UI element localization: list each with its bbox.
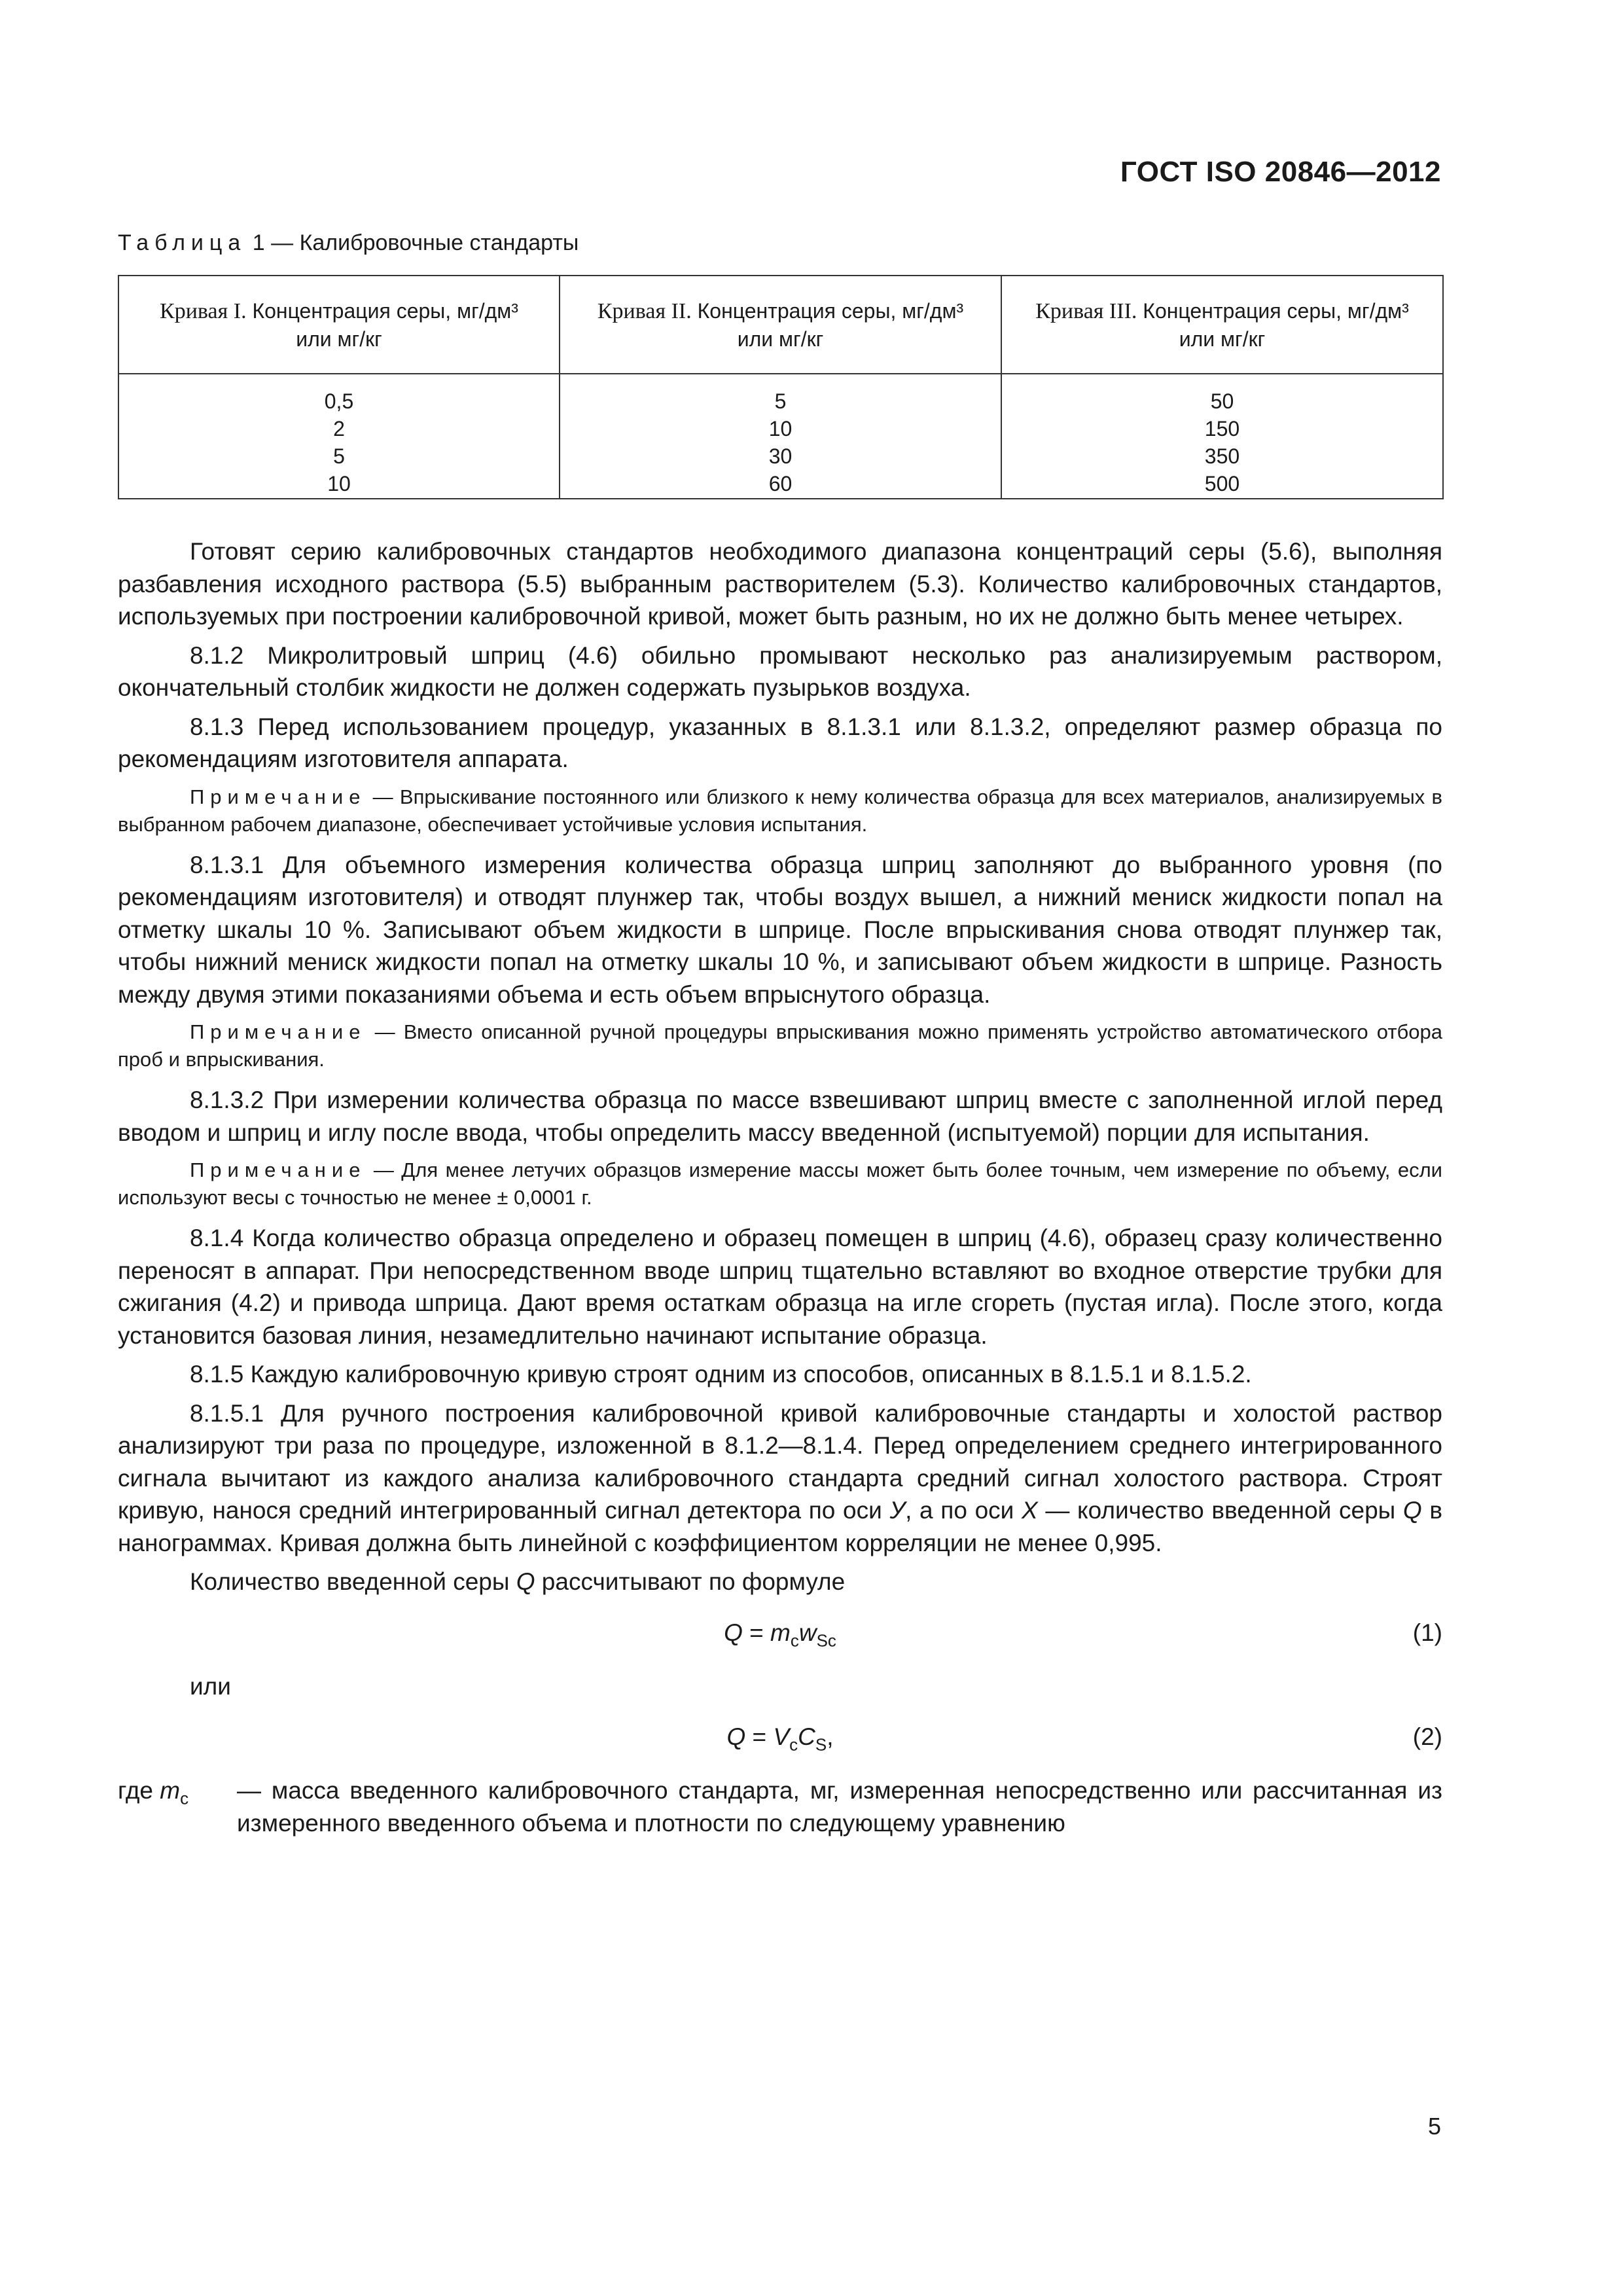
formula-1	[118, 1617, 1442, 1657]
formula-2-number: (2)	[1412, 1723, 1442, 1750]
table-header-row	[118, 276, 1443, 374]
paragraph-8-1-2: 8.1.2 Микролитровый шприц (4.6) обильно промывают несколько раз анализируемым раствором, окончательный столбик жидкости не должен содержать пузырьков воздуха.	[118, 641, 1442, 701]
table-cell-curve-3	[1001, 374, 1443, 499]
text-run: Количество введенной серы	[190, 1568, 516, 1595]
cell-value: 10	[768, 417, 793, 440]
paragraph-8-1-3-2: 8.1.3.2 При измерении количества образца по массе взвешивают шприц вместе с заполненной иглой перед вводом и шприц и иглу после ввода, чтобы определить массу введенной (испытуемой) порции для испытания.	[118, 1086, 1442, 1146]
curve-label: Кривая II.	[597, 298, 692, 323]
column-unit: или мг/кг	[737, 327, 824, 351]
page-number: 5	[1427, 2113, 1441, 2140]
column-title: Концентрация серы, мг/дм³	[1143, 298, 1409, 323]
note-3	[118, 1157, 1442, 1211]
table-cell-curve-2	[560, 374, 1001, 499]
text-run: в нанограммах. Кривая должна быть линейной с коэффициентом корреляции не менее 0,995.	[118, 1497, 1443, 1556]
table-caption-word: Таблица	[118, 230, 247, 255]
formula-subscript: Sc	[816, 1630, 836, 1650]
paragraph-standards-series: Готовят серию калибровочных стандартов необходимого диапазона концентраций серы (5.6), выполняя разбавления исходного раствора (5.5) выбранным растворителем (5.3). Количество калибровочных стандартов, используемых при построении калибровочной кривой, может быть разным, но их не должно быть менее четырех.	[118, 538, 1442, 630]
note-label: Примечание	[190, 1158, 366, 1181]
formula-1-line	[118, 1598, 1442, 1670]
formula-symbol: m	[770, 1619, 791, 1646]
paragraph-8-1-3-1: 8.1.3.1 Для объемного измерения количества образца шприц заполняют до выбранного уровня (по рекомендациям изготовителя) и отводят плунжер так, чтобы воздух вышел, а нижний мениск жидкости попал на отметку шкалы 10 %. Записывают объем жидкости в шприце. После впрыскивания снова отводят плунжер так, чтобы нижний мениск жидкости попал на отметку шкалы 10 %, и записывают объем жидкости в шприце. Разность между двумя этими показаниями объема и есть объем впрыснутого образца.	[118, 851, 1442, 1008]
formula-symbol: V	[773, 1723, 790, 1750]
formula-subscript: c	[789, 1734, 798, 1755]
text-run: рассчитывают по формуле	[535, 1568, 846, 1595]
formula-subscript: S	[815, 1734, 827, 1755]
body-text	[118, 535, 1442, 1839]
column-title: Концентрация серы, мг/дм³	[697, 298, 964, 323]
cell-value: 50	[1210, 389, 1234, 413]
cell-value: 0,5	[324, 389, 354, 413]
cell-value: 2	[333, 417, 345, 440]
curve-label: Кривая I.	[160, 298, 247, 323]
text-run: 8.1.5.1 Для ручного построения калибровочной кривой калибровочные стандарты и холостой раствор анализируют три раза по процедуре, изложенной в 8.1.2—8.1.4. Перед определением среднего интегрированного сигнала вычитают из каждого анализа калибровочного стандарта средний сигнал холостого раствора. Строят кривую, нанося средний интегрированный сигнал детектора по оси	[118, 1399, 1442, 1524]
formula-operator: =	[745, 1723, 774, 1750]
q-symbol: Q	[516, 1568, 535, 1595]
note-text: — Впрыскивание постоянного или близкого к нему количества образца для всех материалов, анализируемых в выбранном рабочем диапазоне, обеспечивает устойчивые условия испытания.	[118, 785, 1442, 836]
text-run: — количество введенной серы	[1037, 1497, 1403, 1524]
column-unit: или мг/кг	[296, 327, 382, 351]
cell-value: 500	[1204, 472, 1240, 495]
note-text: — Вместо описанной ручной процедуры впрыскивания можно применять устройство автоматического отбора проб и впрыскивания.	[118, 1020, 1442, 1071]
where-description: — масса введенного калибровочного стандарта, мг, измеренная непосредственно или рассчитанная из измеренного введенного объема и плотности по следующему уравнению	[237, 1777, 1442, 1837]
formula-punctuation: ,	[827, 1723, 834, 1750]
formula-symbol: w	[798, 1619, 817, 1646]
note-2	[118, 1018, 1442, 1073]
cell-value: 5	[774, 389, 787, 413]
paragraph-8-1-5-1	[118, 1397, 1442, 1560]
axis-y-symbol: У	[889, 1497, 906, 1524]
formula-operator: =	[742, 1619, 771, 1646]
table-cell-curve-1	[118, 374, 560, 499]
formula-symbol: C	[798, 1723, 815, 1750]
calibration-table	[118, 275, 1444, 499]
formula-2-line	[118, 1702, 1442, 1774]
cell-value: 5	[333, 444, 345, 468]
note-1	[118, 783, 1442, 838]
text-run: где	[118, 1777, 160, 1804]
column-title: Концентрация серы, мг/дм³	[252, 298, 518, 323]
note-label: Примечание	[190, 785, 366, 808]
paragraph-8-1-4: 8.1.4 Когда количество образца определено и образец помещен в шприц (4.6), образец сразу количественно переносят в аппарат. При непосредственном вводе шприц тщательно вставляют во входное отверстие трубки для сжигания (4.2) и привода шприца. Дают время остаткам образца на игле сгореть (пустая игла). После этого, когда установится базовая линия, незамедлительно начинают испытание образца.	[118, 1225, 1442, 1349]
cell-value: 60	[768, 472, 793, 495]
formula-or: или	[190, 1672, 231, 1700]
q-symbol: Q	[1402, 1497, 1422, 1524]
where-clause	[118, 1774, 1442, 1839]
curve-label: Кривая III.	[1035, 298, 1137, 323]
cell-value: 30	[768, 444, 793, 468]
formula-1-number: (1)	[1412, 1619, 1442, 1646]
text-run: , а по оси	[905, 1497, 1022, 1524]
table-caption-title: 1 — Калибровочные стандарты	[252, 230, 579, 255]
cell-value: 10	[327, 472, 351, 495]
note-text: — Для менее летучих образцов измерение массы может быть более точным, чем измерение по объему, если используют весы с точностью не менее ± 0,0001 г.	[118, 1158, 1442, 1209]
column-unit: или мг/кг	[1179, 327, 1266, 351]
where-subscript: c	[180, 1788, 189, 1808]
paragraph-8-1-3: 8.1.3 Перед использованием процедур, указанных в 8.1.3.1 или 8.1.3.2, определяют размер образца по рекомендациям изготовителя аппарата.	[118, 713, 1442, 772]
cell-value: 350	[1204, 444, 1240, 468]
paragraph-formula-intro	[118, 1566, 1442, 1598]
where-symbol: m	[160, 1777, 181, 1804]
document-code: ГОСТ ISO 20846—2012	[1120, 156, 1441, 188]
table-header-curve-3	[1001, 276, 1443, 374]
axis-x-symbol: X	[1021, 1497, 1038, 1524]
table-row	[118, 374, 1443, 499]
table-header-curve-2	[560, 276, 1001, 374]
formula-2	[118, 1721, 1442, 1761]
formula-subscript: c	[790, 1630, 799, 1650]
formula-symbol: Q	[726, 1723, 746, 1750]
note-label: Примечание	[190, 1020, 366, 1043]
where-lead	[118, 1774, 188, 1815]
formula-symbol: Q	[724, 1619, 743, 1646]
cell-value: 150	[1204, 417, 1240, 440]
table-caption	[118, 230, 579, 256]
table-header-curve-1	[118, 276, 560, 374]
paragraph-8-1-5: 8.1.5 Каждую калибровочную кривую строят одним из способов, описанных в 8.1.5.1 и 8.1.5.2.	[190, 1361, 1252, 1388]
